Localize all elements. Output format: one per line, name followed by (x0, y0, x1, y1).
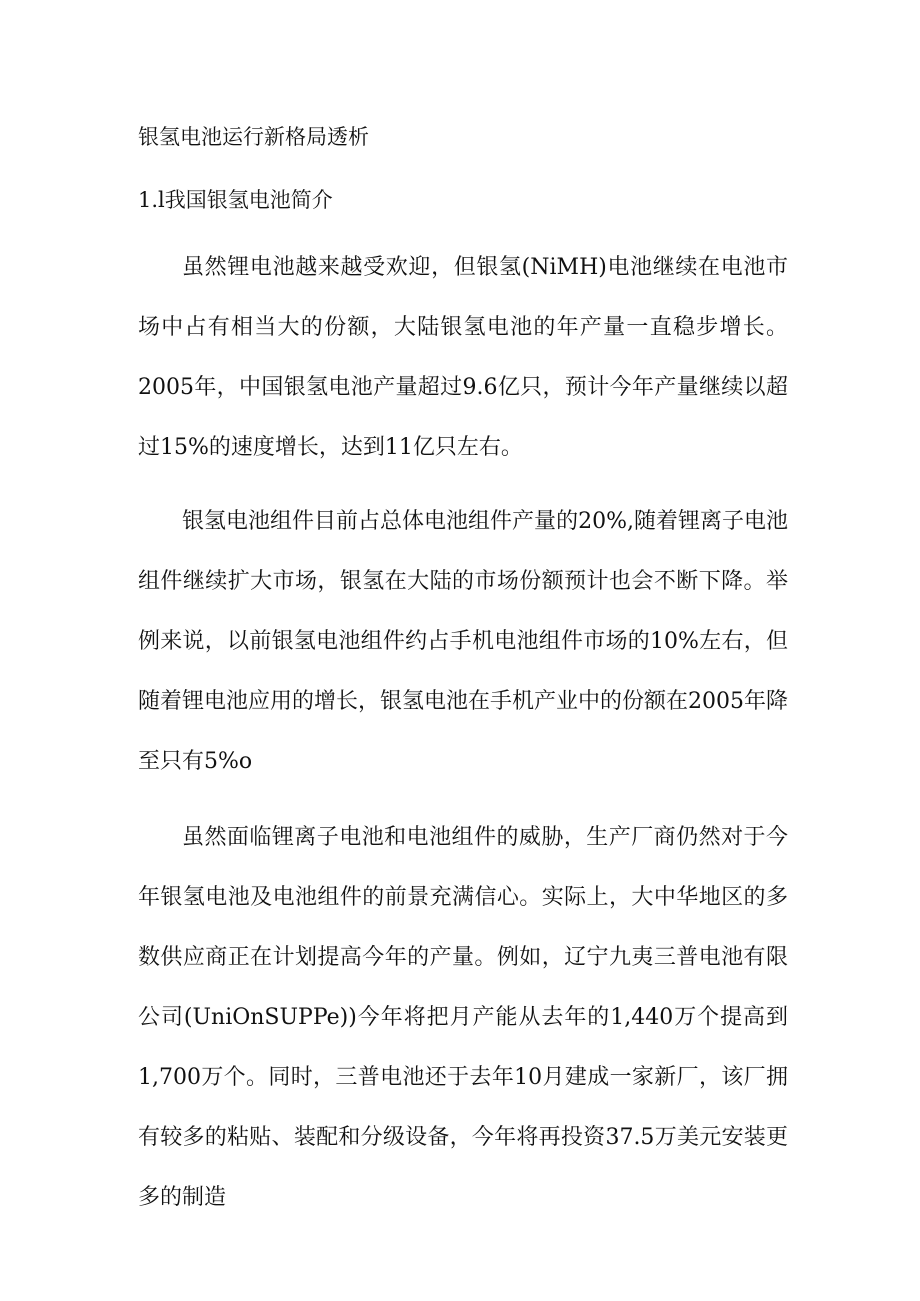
paragraph-2: 银氢电池组件目前占总体电池组件产量的20%,随着锂离子电池组件继续扩大市场，银氢在大陆的市场份额预计也会不断下降。举例来说，以前银氢电池组件约占手机电池组件市场的10%左右，但随着锂电池应用的增长，银氢电池在手机产业中的份额在2005年降至只有5%o (138, 509, 788, 774)
paragraph-1: 虽然锂电池越来越受欢迎，但银氢(NiMH)电池继续在电池市场中占有相当大的份额，大陆银氢电池的年产量一直稳步增长。2005年，中国银氢电池产量超过9.6亿只，预计今年产量继续以超过15%的速度增长，达到11亿只左右。 (138, 255, 788, 460)
section-heading: 1.l我国银氢电池简介 (138, 188, 333, 212)
paragraph-3: 虽然面临锂离子电池和电池组件的威胁，生产厂商仍然对于今年银氢电池及电池组件的前景充满信心。实际上，大中华地区的多数供应商正在计划提高今年的产量。例如，辽宁九夷三普电池有限公司(UniOnSUPPe))今年将把月产能从去年的1,440万个提高到1,700万个。同时，三普电池还于去年10月建成一家新厂，该厂拥有较多的粘贴、装配和分级设备，今年将再投资37.5万美元安装更多的制造 (138, 825, 788, 1210)
document-title: 银氢电池运行新格局透析 (138, 125, 369, 149)
